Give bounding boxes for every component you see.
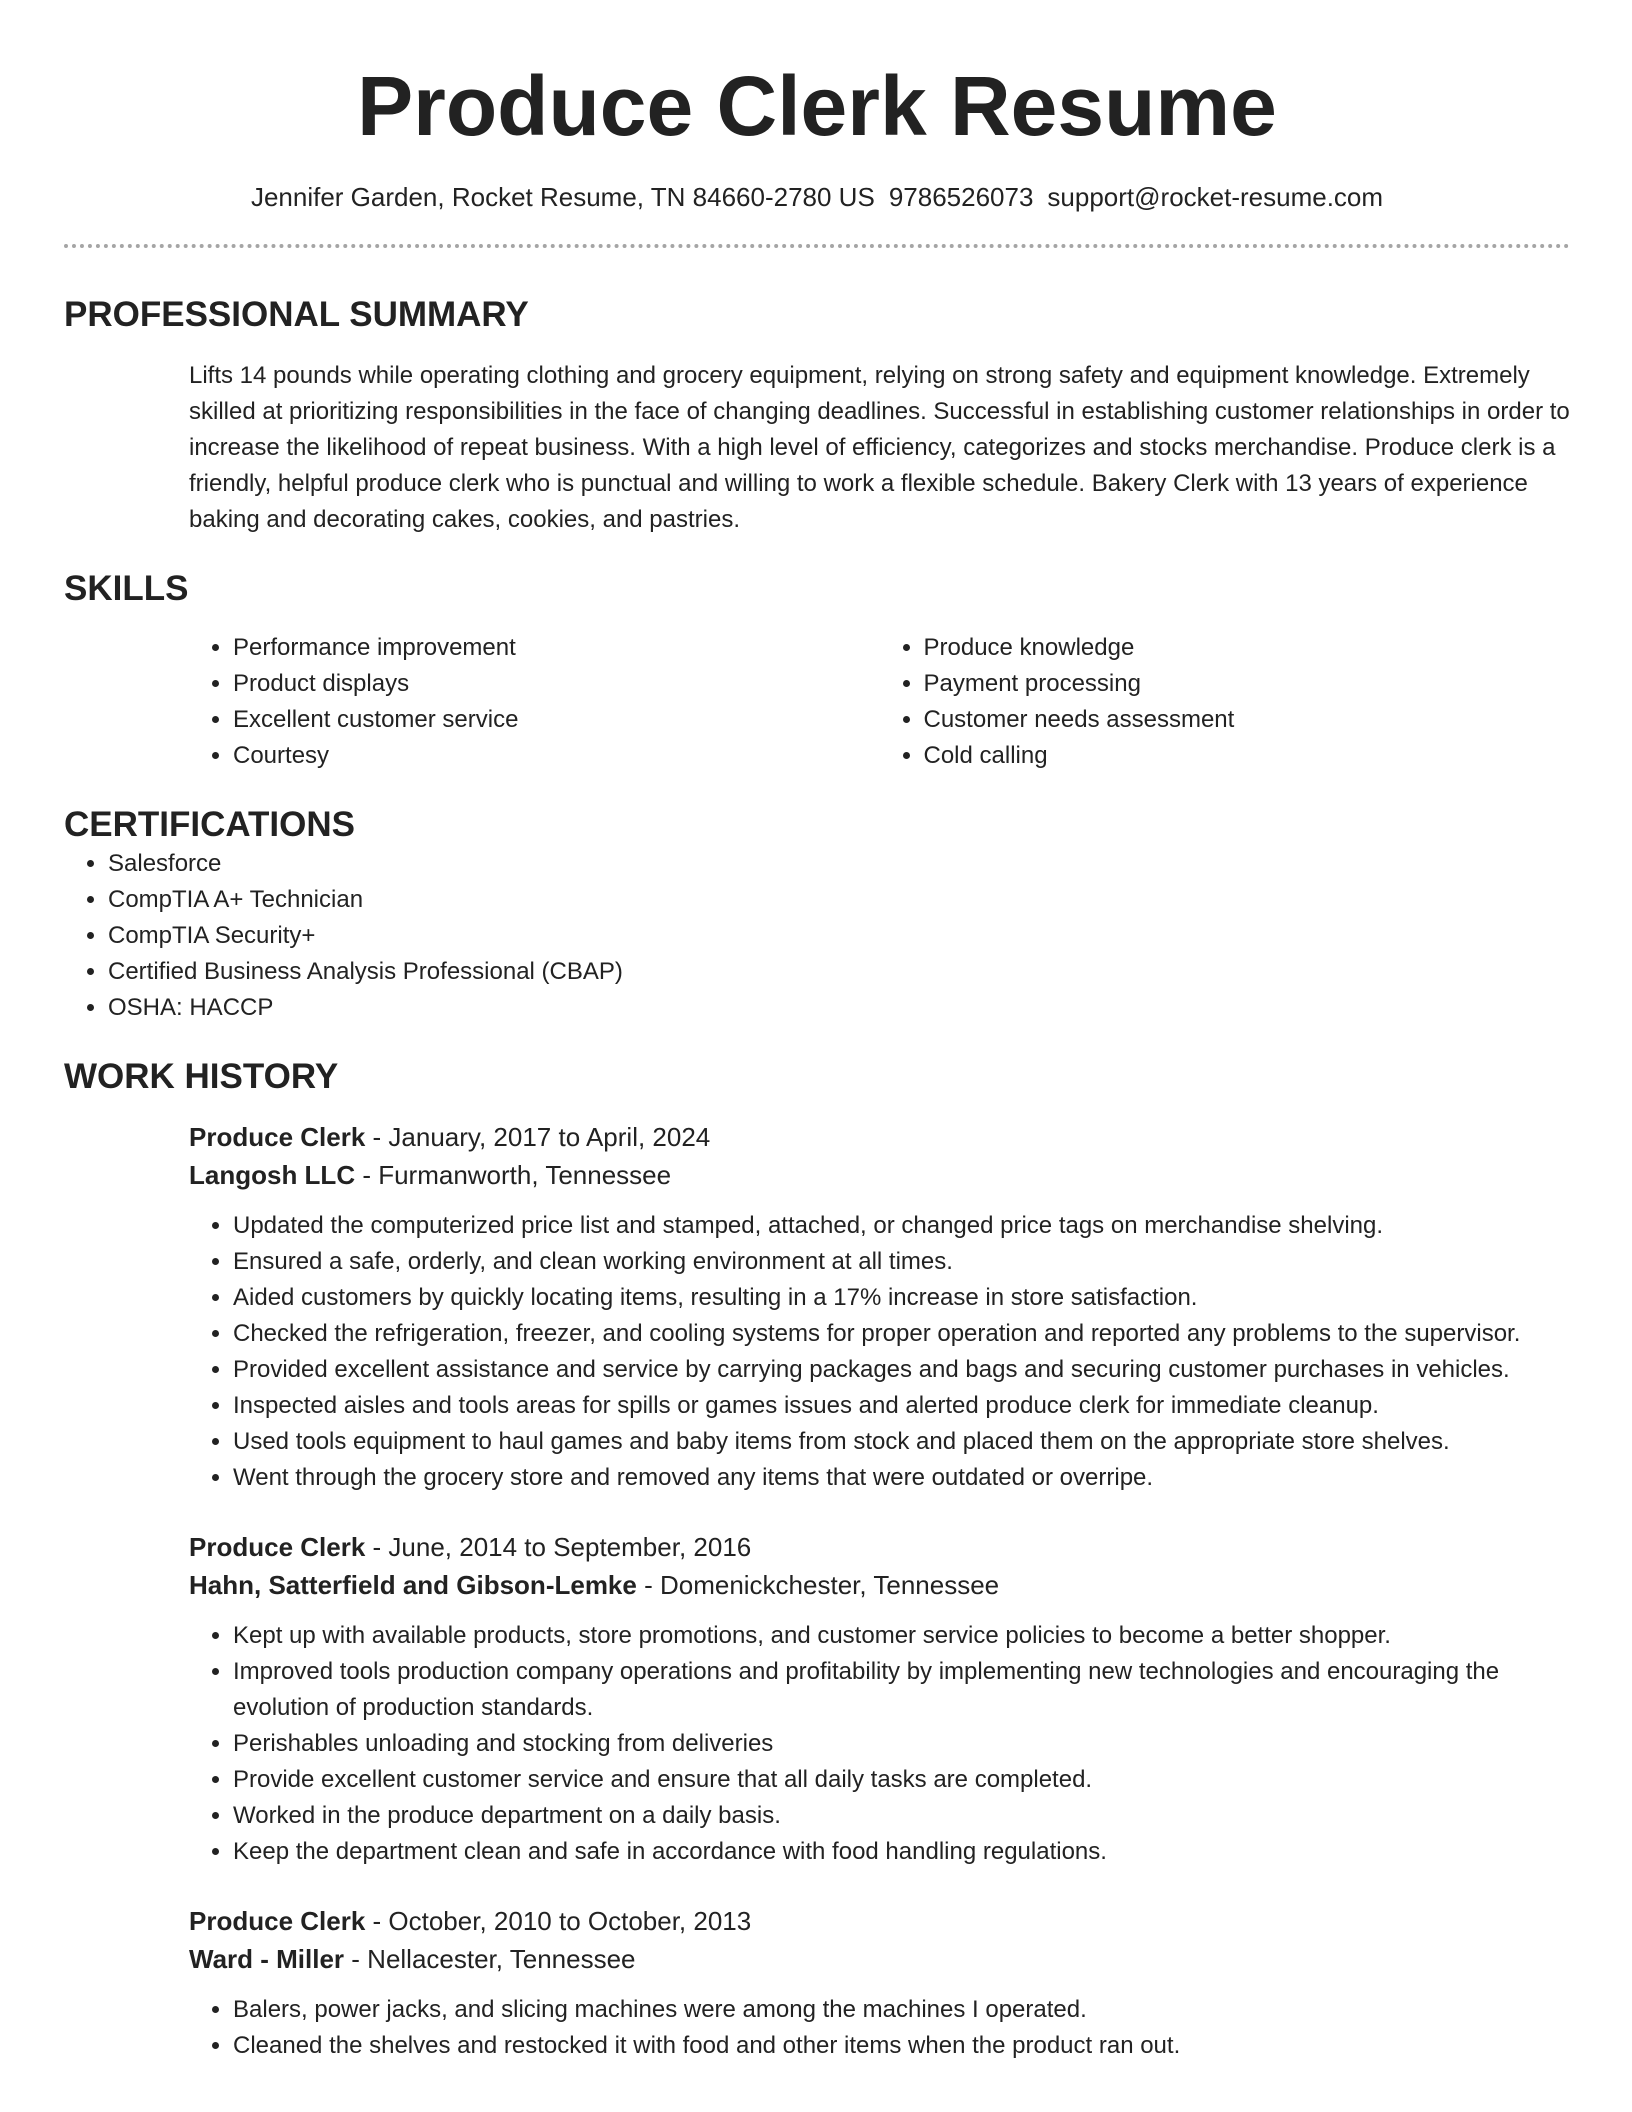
certifications-section [64, 804, 1570, 1026]
job-location: - Domenickchester, Tennessee [636, 1570, 1000, 1600]
job-entry [189, 1902, 1570, 2064]
job-duty: • Provide excellent customer service and ensure that all daily tasks are completed. [233, 1762, 1570, 1798]
summary-section [64, 294, 1570, 538]
job-duties-list [189, 1618, 1570, 1870]
job-dates: - June, 2014 to September, 2016 [365, 1532, 752, 1562]
job-duty: • Balers, power jacks, and slicing machines were among the machines I operated. [233, 1992, 1570, 2028]
resume-title: Produce Clerk Resume [357, 59, 1277, 153]
job-duty: • Updated the computerized price list and stamped, attached, or changed price tags on merchandise shelving. [233, 1208, 1570, 1244]
skills-list-left [189, 630, 880, 774]
job-company-line [189, 1156, 1570, 1194]
job-entry [189, 1528, 1570, 1870]
job-duty: • Kept up with available products, store promotions, and customer service policies to become a better shopper. [233, 1618, 1570, 1654]
skill-item: • Payment processing [924, 666, 1571, 702]
job-duty: • Ensured a safe, orderly, and clean working environment at all times. [233, 1244, 1570, 1280]
job-duty: • Improved tools production company operations and profitability by implementing new technologies and encouraging the evolution of production standards. [233, 1654, 1570, 1726]
job-duty: • Aided customers by quickly locating items, resulting in a 17% increase in store satisfaction. [233, 1280, 1570, 1316]
certification-item: • CompTIA A+ Technician [108, 882, 1570, 918]
certifications-heading: CERTIFICATIONS [64, 805, 356, 844]
certification-item: • CompTIA Security+ [108, 918, 1570, 954]
job-duty: • Cleaned the shelves and restocked it with food and other items when the product ran out. [233, 2028, 1570, 2064]
contact-line [64, 180, 1570, 214]
skill-item: • Product displays [233, 666, 880, 702]
certification-item: • OSHA: HACCP [108, 990, 1570, 1026]
job-duty: • Keep the department clean and safe in accordance with food handling regulations. [233, 1834, 1570, 1870]
job-duties-list [189, 1208, 1570, 1496]
job-company-line [189, 1940, 1570, 1978]
job-duties-list [189, 1992, 1570, 2064]
job-duty: • Provided excellent assistance and service by carrying packages and bags and securing customer purchases in vehicles. [233, 1352, 1570, 1388]
job-company-line [189, 1566, 1570, 1604]
job-company: Hahn, Satterfield and Gibson-Lemke [189, 1570, 637, 1600]
job-company: Ward - Miller [189, 1944, 345, 1974]
certification-item: • Certified Business Analysis Professional (CBAP) [108, 954, 1570, 990]
certification-item: • Salesforce [108, 846, 1570, 882]
job-company: Langosh LLC [189, 1160, 356, 1190]
contact-phone: 9786526073 [888, 182, 1034, 212]
job-duty: • Inspected aisles and tools areas for spills or games issues and alerted produce clerk for immediate cleanup. [233, 1388, 1570, 1424]
job-title: Produce Clerk [189, 1122, 366, 1152]
job-duty: • Went through the grocery store and removed any items that were outdated or overripe. [233, 1460, 1570, 1496]
skills-heading: SKILLS [64, 569, 189, 608]
job-location: - Furmanworth, Tennessee [355, 1160, 672, 1190]
skills-list-right [880, 630, 1571, 774]
skills-grid [189, 630, 1570, 774]
skill-item: • Performance improvement [233, 630, 880, 666]
skill-item: • Produce knowledge [924, 630, 1571, 666]
skill-item: • Excellent customer service [233, 702, 880, 738]
skill-item: • Courtesy [233, 738, 880, 774]
job-title: Produce Clerk [189, 1532, 366, 1562]
skill-item: • Customer needs assessment [924, 702, 1571, 738]
job-title-line [189, 1528, 1570, 1566]
job-duty: • Used tools equipment to haul games and baby items from stock and placed them on the appropriate store shelves. [233, 1424, 1570, 1460]
job-duty: • Perishables unloading and stocking from deliveries [233, 1726, 1570, 1762]
skills-section [64, 568, 1570, 774]
contact-email[interactable]: support@rocket-resume.com [1047, 182, 1384, 212]
work-history-heading: WORK HISTORY [64, 1057, 339, 1096]
certifications-list [64, 846, 1570, 1026]
job-entry [189, 1118, 1570, 1496]
contact-address: Jennifer Garden, Rocket Resume, TN 84660-2780 US [250, 182, 875, 212]
job-duty: • Worked in the produce department on a daily basis. [233, 1798, 1570, 1834]
job-duty: • Checked the refrigeration, freezer, and cooling systems for proper operation and reported any problems to the supervisor. [233, 1316, 1570, 1352]
job-location: - Nellacester, Tennessee [344, 1944, 636, 1974]
summary-text: Lifts 14 pounds while operating clothing and grocery equipment, relying on strong safety and equipment knowledge. Extremely skilled at prioritizing responsibilities in the face of changing deadlines. Successful in establishing customer relationships in order to increase the likelihood of repeat business. With a high level of efficiency, categorizes and stocks merchandise. Produce clerk is a friendly, helpful produce clerk who is punctual and willing to work a flexible schedule. Bakery Clerk with 13 years of experience baking and decorating cakes, cookies, and pastries. [189, 362, 1570, 533]
job-title-line [189, 1118, 1570, 1156]
job-dates: - October, 2010 to October, 2013 [365, 1906, 752, 1936]
skill-item: • Cold calling [924, 738, 1571, 774]
job-title: Produce Clerk [189, 1906, 366, 1936]
summary-heading: PROFESSIONAL SUMMARY [64, 295, 529, 334]
job-title-line [189, 1902, 1570, 1940]
job-dates: - January, 2017 to April, 2024 [365, 1122, 711, 1152]
work-history-section [64, 1056, 1570, 2064]
header-divider [64, 244, 1570, 248]
